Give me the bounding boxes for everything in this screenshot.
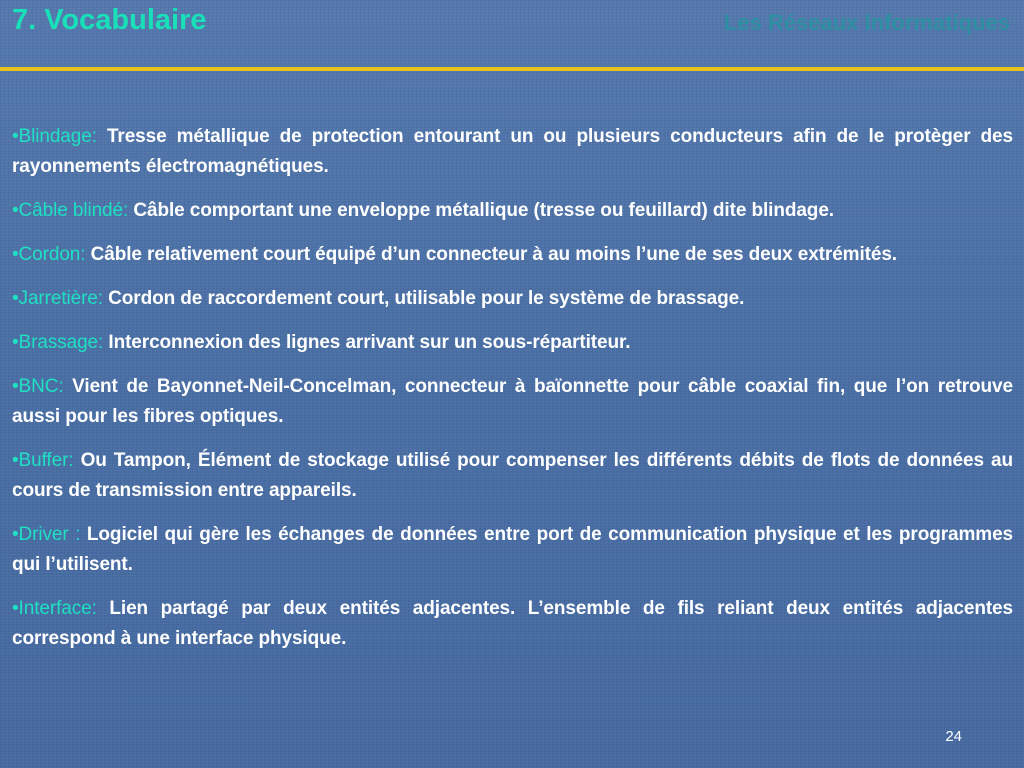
slide-title: 7. Vocabulaire xyxy=(12,4,207,36)
term-definition: Tresse métallique de protection entourant un ou plusieurs conducteurs afin de le protèger des rayonnements électromagnétiques. xyxy=(12,126,1013,177)
vocabulary-item xyxy=(12,372,1013,432)
vocabulary-item xyxy=(12,284,1013,314)
term-name: •Brassage: xyxy=(12,332,104,353)
term-name: •Blindage: xyxy=(12,126,97,147)
vocabulary-item xyxy=(12,446,1013,506)
term-name: •Buffer: xyxy=(12,450,74,471)
term-name: •Driver : xyxy=(12,524,81,545)
term-definition: Logiciel qui gère les échanges de données entre port de communication physique et les programmes qui l’utilisent. xyxy=(12,524,1013,575)
term-name: •Jarretière: xyxy=(12,288,103,309)
title-divider xyxy=(0,67,1024,71)
term-definition: Cordon de raccordement court, utilisable pour le système de brassage. xyxy=(108,288,745,309)
vocabulary-item xyxy=(12,196,1013,226)
term-definition: Câble relativement court équipé d’un connecteur à au moins l’une de ses deux extrémités. xyxy=(90,244,897,265)
page-number: 24 xyxy=(945,728,962,745)
vocabulary-item xyxy=(12,594,1013,654)
term-name: •Cordon: xyxy=(12,244,86,265)
term-name: •Câble blindé: xyxy=(12,200,129,221)
vocabulary-item xyxy=(12,122,1013,182)
term-definition: Interconnexion des lignes arrivant sur un sous-répartiteur. xyxy=(108,332,631,353)
term-name: •BNC: xyxy=(12,376,64,397)
term-definition: Câble comportant une enveloppe métallique (tresse ou feuillard) dite blindage. xyxy=(133,200,834,221)
slide-subtitle: Les Réseaux Informatiques xyxy=(723,10,1010,35)
term-definition: Lien partagé par deux entités adjacentes. L’ensemble de fils reliant deux entités adjacentes correspond à une interface physique. xyxy=(12,598,1013,649)
term-definition: Ou Tampon, Élément de stockage utilisé pour compenser les différents débits de flots de données au cours de transmission entre appareils. xyxy=(12,450,1013,501)
vocabulary-item xyxy=(12,240,1013,270)
vocabulary-item xyxy=(12,520,1013,580)
term-definition: Vient de Bayonnet-Neil-Concelman, connecteur à baïonnette pour câble coaxial fin, que l’on retrouve aussi pour les fibres optiques. xyxy=(12,376,1013,427)
term-name: •Interface: xyxy=(12,598,97,619)
vocabulary-list xyxy=(12,122,1013,668)
vocabulary-item xyxy=(12,328,1013,358)
